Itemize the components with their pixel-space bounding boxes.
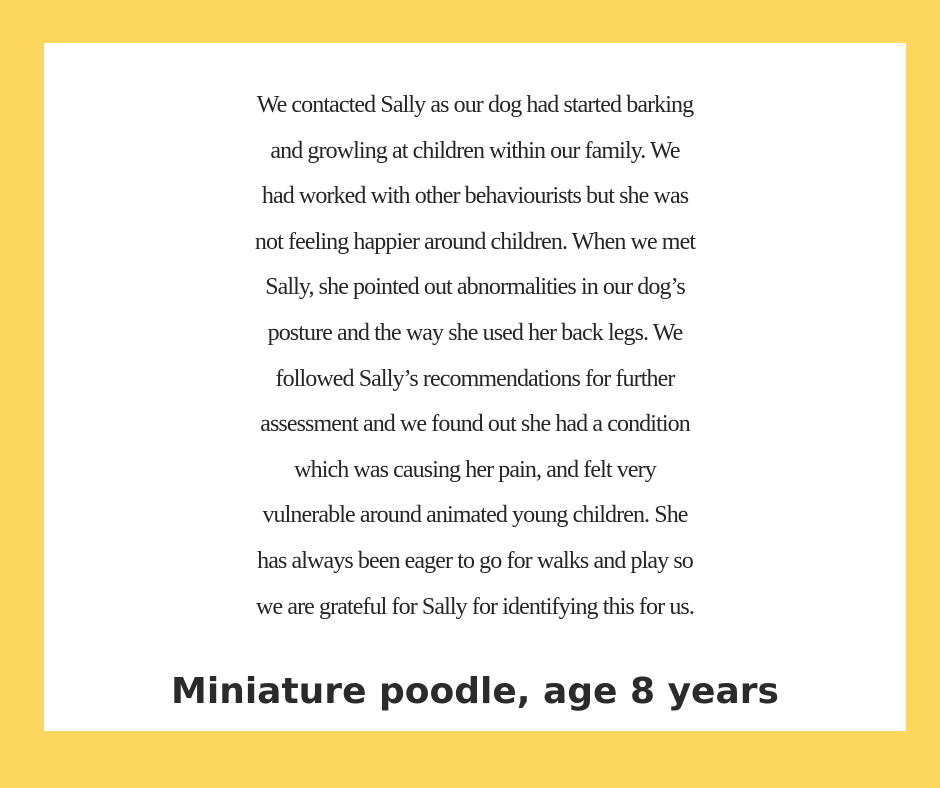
quote-line: has always been eager to go for walks and play so bbox=[257, 547, 693, 574]
testimonial-quote bbox=[44, 83, 906, 630]
quote-line: not feeling happier around children. When we met bbox=[254, 228, 696, 255]
quote-line: Sally, she pointed out abnormalities in our dog’s bbox=[265, 274, 685, 301]
quote-line: We contacted Sally as our dog had started barking bbox=[256, 92, 694, 118]
quote-line: which was causing her pain, and felt very bbox=[294, 456, 656, 483]
quote-line: and growling at children within our family. We bbox=[270, 137, 680, 164]
quote-line: followed Sally’s recommendations for further bbox=[275, 365, 675, 392]
quote-line: we are grateful for Sally for identifying this for us. bbox=[256, 593, 694, 620]
quote-line: vulnerable around animated young children. She bbox=[262, 502, 688, 529]
testimonial-attribution: Miniature poodle, age 8 years bbox=[171, 671, 779, 712]
testimonial-card bbox=[44, 43, 906, 731]
quote-line: had worked with other behaviourists but she was bbox=[261, 183, 689, 210]
quote-line: posture and the way she used her back legs. We bbox=[267, 319, 683, 346]
quote-line: assessment and we found out she had a condition bbox=[260, 411, 690, 438]
